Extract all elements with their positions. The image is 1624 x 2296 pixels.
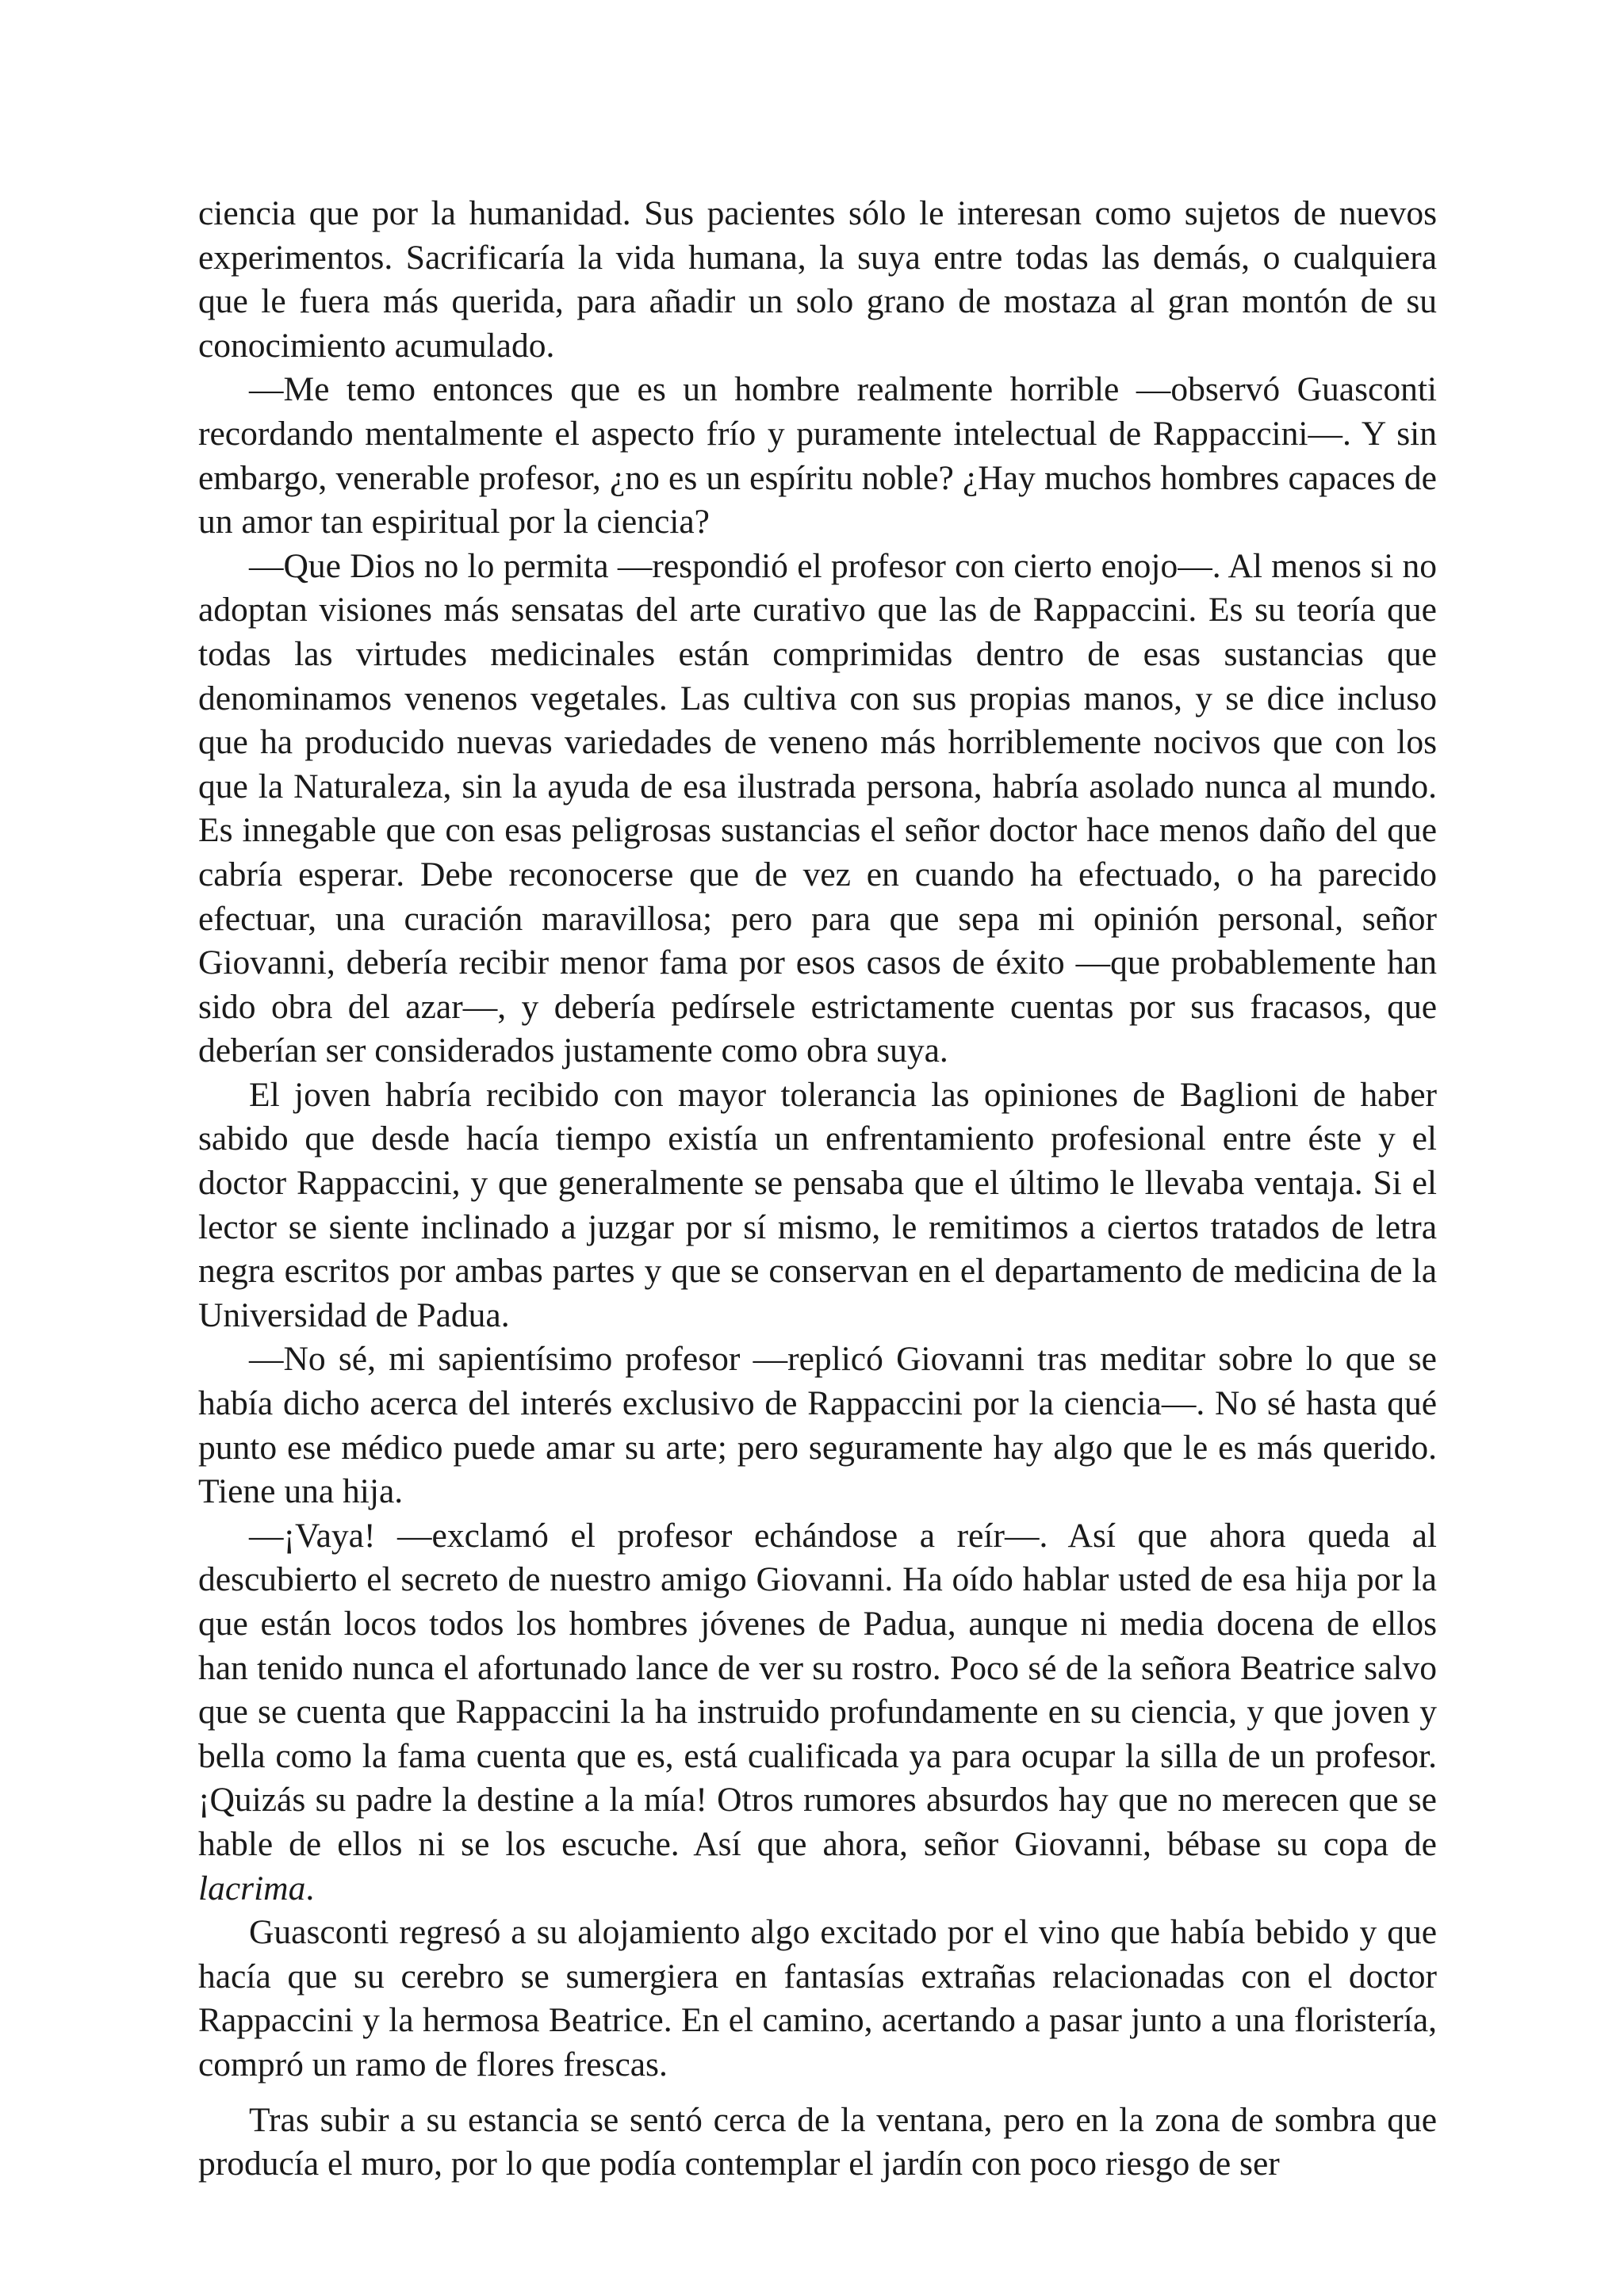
- paragraph-6: [198, 1514, 1437, 1911]
- paragraph-6-text: —¡Vaya! —exclamó el profesor echándose a reír—. Así que ahora queda al descubierto el secreto de nuestro amigo Giovanni. Ha oído hablar usted de esa hija por la que están locos todos los hombres jóvenes de Padua, aunque ni media docena de ellos han tenido nunca el afortunado lance de ver su rostro. Poco sé de la señora Beatrice salvo que se cuenta que Rappaccini la ha instruido profundamente en su ciencia, y que joven y bella como la fama cuenta que es, está cualificada ya para ocupar la silla de un profesor. ¡Quizás su padre la destine a la mía! Otros rumores absurdos hay que no merecen que se hable de ellos ni se los escuche. Así que ahora, señor Giovanni, bébase su copa de: [198, 1516, 1437, 1863]
- paragraph-3: —Que Dios no lo permita —respondió el profesor con cierto enojo—. Al menos si no adoptan visiones más sensatas del arte curativo que las de Rappaccini. Es su teoría que todas las virtudes medicinales están comprimidas dentro de esas sustancias que denominamos venenos vegetales. Las cultiva con sus propias manos, y se dice incluso que ha producido nuevas variedades de veneno más horriblemente nocivos que con los que la Naturaleza, sin la ayuda de esa ilustrada persona, habría asolado nunca al mundo. Es innegable que con esas peligrosas sustancias el señor doctor hace menos daño del que cabría esperar. Debe reconocerse que de vez en cuando ha efectuado, o ha parecido efectuar, una curación maravillosa; pero para que sepa mi opinión personal, señor Giovanni, debería recibir menor fama por esos casos de éxito —que probablemente han sido obra del azar—, y debería pedírsele estrictamente cuentas por sus fracasos, que deberían ser considerados justamente como obra suya.: [198, 546, 1437, 1070]
- paragraph-2: —Me temo entonces que es un hombre realmente horrible —observó Guasconti recordando mentalmente el aspecto frío y puramente intelectual de Rappaccini—. Y sin embargo, venerable profesor, ¿no es un espíritu noble? ¿Hay muchos hombres capaces de un amor tan espiritual por la ciencia?: [198, 370, 1437, 541]
- italic-word: lacrima: [198, 1869, 306, 1908]
- paragraph-6-end: .: [305, 1869, 315, 1908]
- paragraph-4: El joven habría recibido con mayor tolerancia las opiniones de Baglioni de haber sabido que desde hacía tiempo existía un enfrentamiento profesional entre éste y el doctor Rappaccini, y que generalmente se pensaba que el último le llevaba ventaja. Si el lector se siente inclinado a juzgar por sí mismo, le remitimos a ciertos tratados de letra negra escritos por ambas partes y que se conservan en el departamento de medicina de la Universidad de Padua.: [198, 1075, 1437, 1334]
- paragraph-1: ciencia que por la humanidad. Sus pacientes sólo le interesan como sujetos de nuevos experimentos. Sacrificaría la vida humana, la suya entre todas las demás, o cualquiera que le fuera más querida, para añadir un solo grano de mostaza al gran montón de su conocimiento acumulado.: [198, 194, 1437, 365]
- document-page: [198, 192, 1437, 2187]
- paragraph-5: —No sé, mi sapientísimo profesor —replicó Giovanni tras meditar sobre lo que se había dicho acerca del interés exclusivo de Rappaccini por la ciencia—. No sé hasta qué punto ese médico puede amar su arte; pero seguramente hay algo que le es más querido. Tiene una hija.: [198, 1340, 1437, 1511]
- paragraph-8: Tras subir a su estancia se sentó cerca de la ventana, pero en la zona de sombra que producía el muro, por lo que podía contemplar el jardín con poco riesgo de ser: [198, 2100, 1437, 2183]
- paragraph-7: Guasconti regresó a su alojamiento algo excitado por el vino que había bebido y que hacía que su cerebro se sumergiera en fantasías extrañas relacionadas con el doctor Rappaccini y la hermosa Beatrice. En el camino, acertando a pasar junto a una floristería, compró un ramo de flores frescas.: [198, 1913, 1437, 2084]
